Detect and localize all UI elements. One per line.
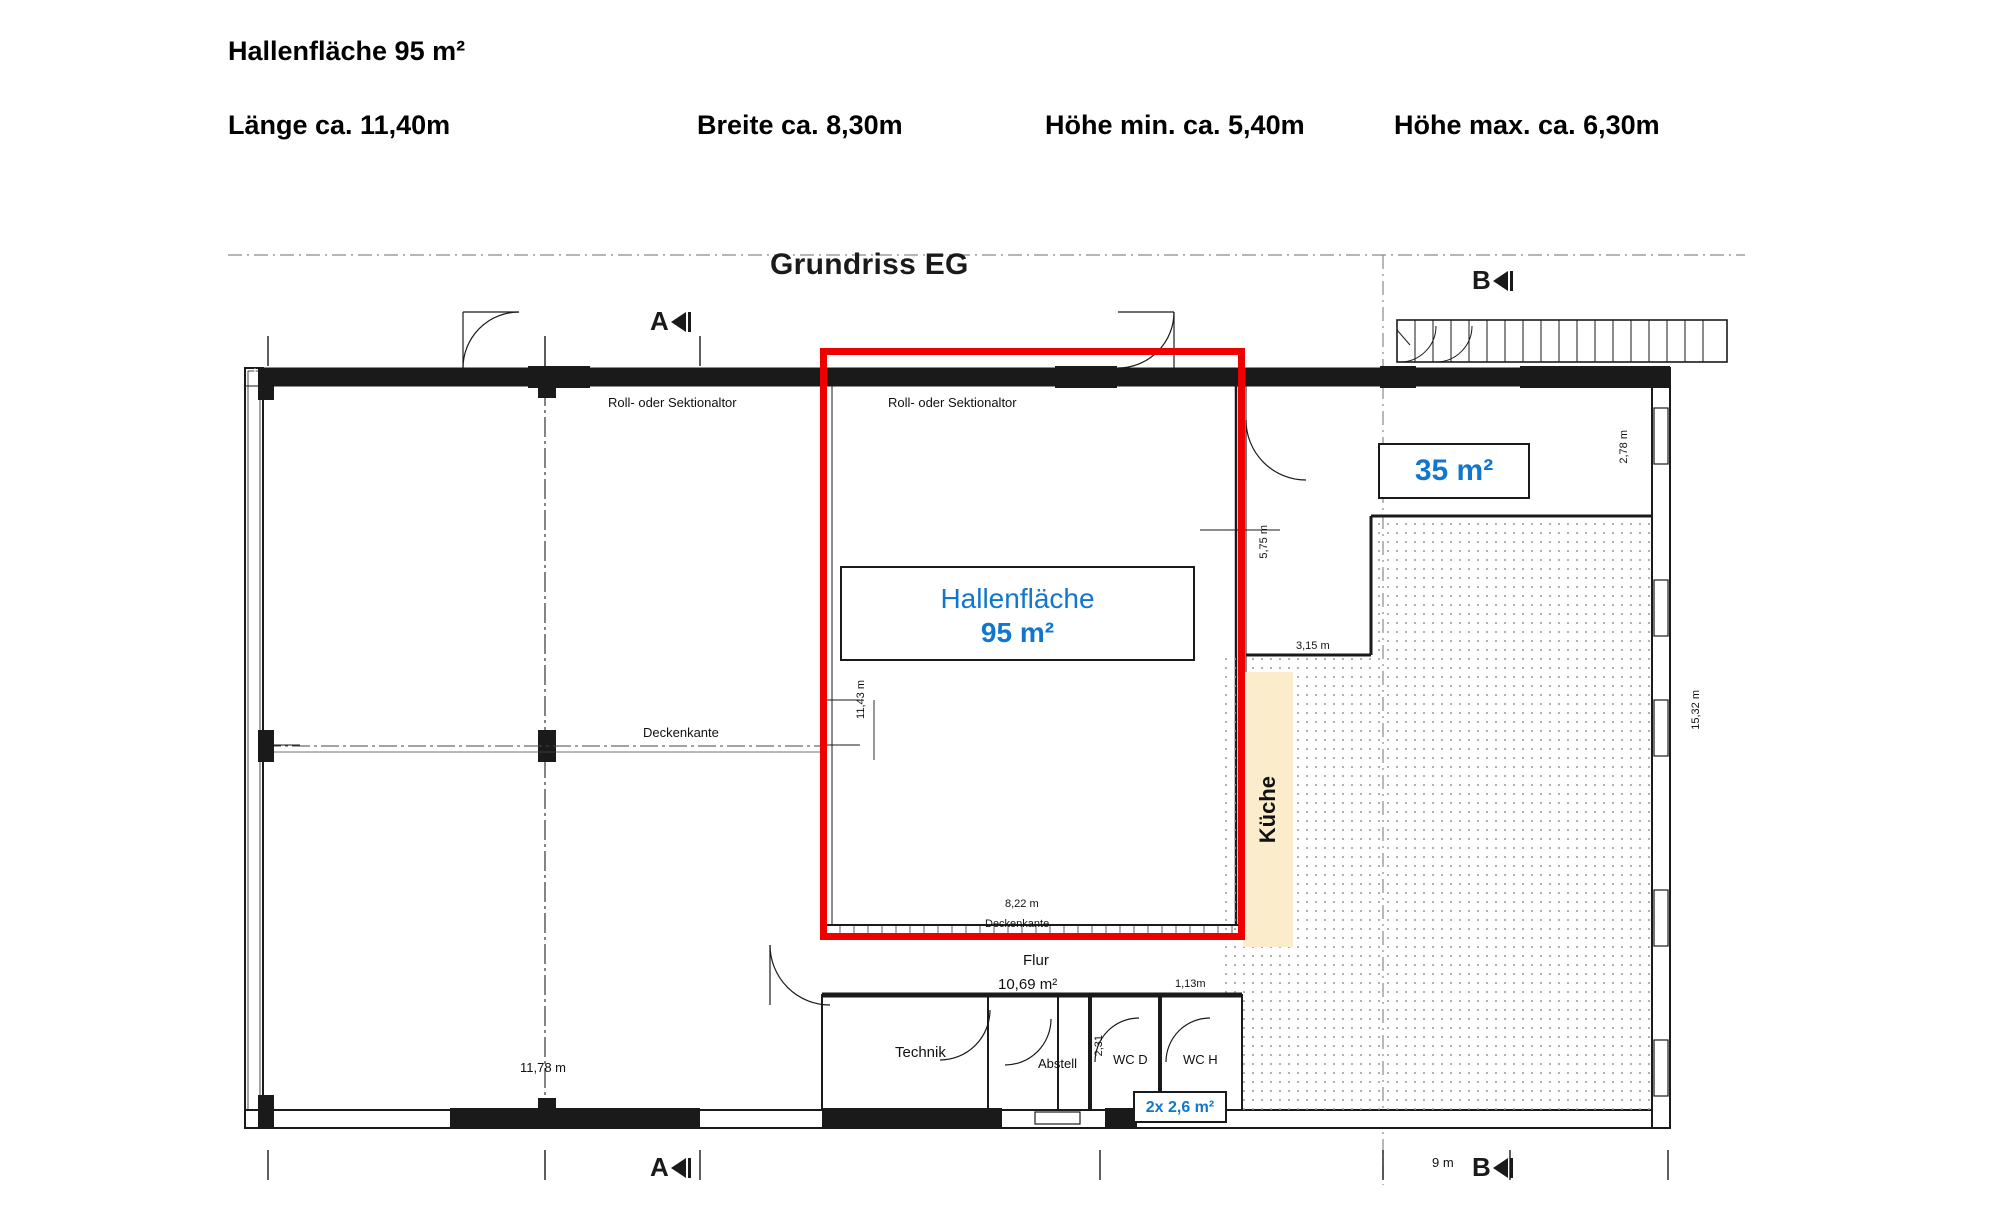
triangle-icon [671,1158,686,1178]
triangle-icon [671,312,686,332]
plan-title: Grundriss EG [770,248,969,281]
room-label-flur-area: 10,69 m² [998,976,1058,993]
marker-bar [1510,271,1513,291]
annotation-dim-11-78: 11,78 m [520,1060,567,1075]
annotation-deckenkante-left: Deckenkante [643,725,719,740]
callout-hall-name: Hallenfläche [940,583,1095,614]
callout-hall-area [840,566,1195,661]
marker-bar [688,312,691,332]
section-marker-a-bottom [650,1152,691,1183]
section-marker-a-top-label: A [650,306,669,336]
label-sectional-door-left: Roll- oder Sektionaltor [608,395,737,410]
room-label-technik: Technik [895,1044,946,1061]
callout-hall-size: 95 m² [980,617,1055,648]
kitchen-label: Küche [1255,776,1280,844]
marker-bar [688,1158,691,1178]
page-title: Hallenfläche 95 m² [228,36,466,66]
section-marker-b-top [1472,265,1513,296]
section-marker-a-top [650,306,691,337]
section-marker-b-bottom [1472,1152,1513,1183]
callout-wc-area: 2x 2,6 m² [1133,1091,1227,1123]
section-marker-b-top-label: B [1472,265,1491,295]
room-label-abstell: Abstell [1038,1056,1078,1071]
room-label-wc-d: WC D [1113,1052,1148,1067]
dimension-length: Länge ca. 11,40m [228,110,451,140]
annotation-dim-11-43: 11,43 m [855,680,867,719]
dimension-height-min: Höhe min. ca. 5,40m [1045,110,1305,140]
annotation-dim-5-75: 5,75 m [1258,525,1270,559]
dimension-height-max: Höhe max. ca. 6,30m [1394,110,1660,140]
room-label-wc-h: WC H [1183,1052,1218,1067]
room-label-flur: Flur [1023,952,1049,969]
annotation-dim-8-22: 8,22 m [1005,898,1039,910]
annotation-dim-9m: 9 m [1432,1155,1454,1170]
annotation-dim-3-15: 3,15 m [1296,640,1330,652]
annotation-dim-15-32: 15,32 m [1690,690,1702,730]
dimension-width: Breite ca. 8,30m [697,110,903,140]
annotation-dim-2-31: 2,31 [1093,1035,1105,1057]
section-marker-a-bottom-label: A [650,1152,669,1182]
label-sectional-door-right: Roll- oder Sektionaltor [888,395,1017,410]
marker-bar [1510,1158,1513,1178]
callout-area-35: 35 m² [1378,443,1530,499]
section-marker-b-bottom-label: B [1472,1152,1491,1182]
annotation-dim-1-13: 1,13m [1175,978,1206,990]
triangle-icon [1493,271,1508,291]
annotation-deckenkante-hall: Deckenkante [985,918,1050,930]
triangle-icon [1493,1158,1508,1178]
annotation-dim-2-78: 2,78 m [1618,430,1630,464]
